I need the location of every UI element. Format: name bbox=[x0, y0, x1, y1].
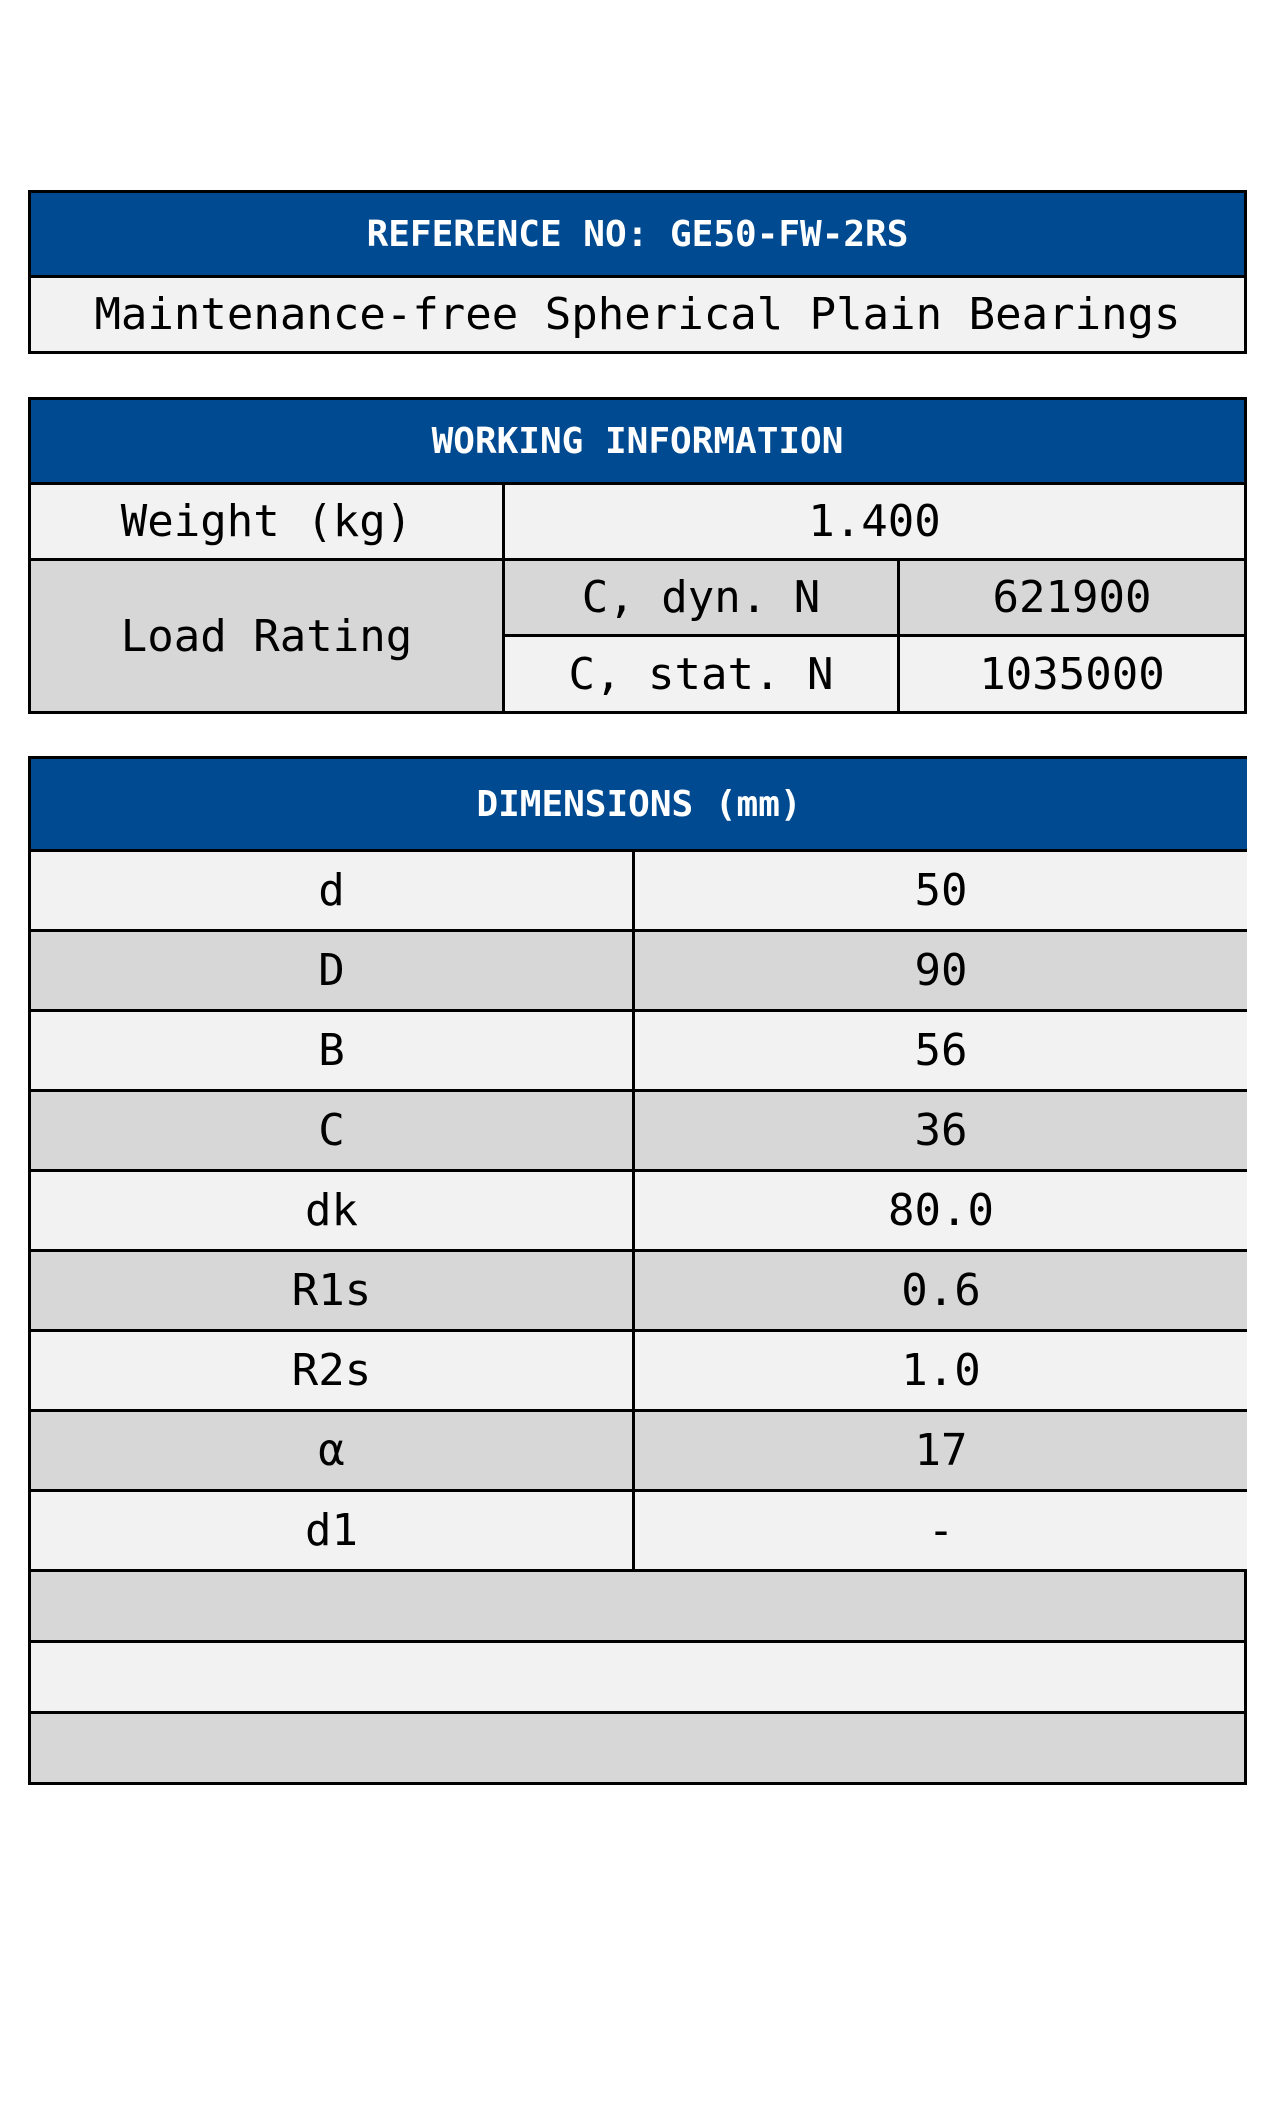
dimension-value: 36 bbox=[635, 1092, 1247, 1169]
load-rating-label: Load Rating bbox=[31, 561, 505, 711]
dimension-key: R2s bbox=[28, 1332, 635, 1409]
weight-value: 1.400 bbox=[505, 485, 1244, 561]
table-row bbox=[28, 1412, 1247, 1492]
table-row bbox=[28, 852, 1247, 932]
dimension-value: 80.0 bbox=[635, 1172, 1247, 1249]
product-description: Maintenance-free Spherical Plain Bearings bbox=[28, 278, 1247, 354]
working-information-title: WORKING INFORMATION bbox=[28, 397, 1247, 485]
dimension-value: 1.0 bbox=[635, 1332, 1247, 1409]
dimension-key: d bbox=[28, 852, 635, 929]
table-row bbox=[28, 1332, 1247, 1412]
dimension-value: 50 bbox=[635, 852, 1247, 929]
reference-title: REFERENCE NO: GE50-FW-2RS bbox=[28, 190, 1247, 278]
dimension-key: B bbox=[28, 1012, 635, 1089]
dimensions-title: DIMENSIONS (mm) bbox=[28, 756, 1247, 852]
dimension-key: α bbox=[28, 1412, 635, 1489]
weight-label: Weight (kg) bbox=[31, 485, 505, 561]
working-information-table bbox=[28, 485, 1247, 714]
table-row bbox=[28, 1492, 1247, 1572]
empty-row bbox=[28, 1572, 1247, 1643]
dynamic-load-value: 621900 bbox=[900, 561, 1244, 637]
empty-row bbox=[28, 1643, 1247, 1714]
reference-section bbox=[28, 190, 1247, 354]
dimension-value: 0.6 bbox=[635, 1252, 1247, 1329]
dimensions-table bbox=[28, 852, 1247, 1572]
table-row bbox=[28, 1172, 1247, 1252]
dimension-value: 56 bbox=[635, 1012, 1247, 1089]
dimension-key: d1 bbox=[28, 1492, 635, 1569]
dimension-value: - bbox=[635, 1492, 1247, 1569]
static-load-value: 1035000 bbox=[900, 637, 1244, 711]
dimension-value: 17 bbox=[635, 1412, 1247, 1489]
table-row bbox=[28, 932, 1247, 1012]
empty-row bbox=[28, 1714, 1247, 1785]
dimensions-section bbox=[28, 756, 1247, 1785]
empty-rows bbox=[28, 1572, 1247, 1785]
table-row bbox=[28, 1252, 1247, 1332]
table-row bbox=[28, 1092, 1247, 1172]
table-row bbox=[28, 1012, 1247, 1092]
working-information-section bbox=[28, 397, 1247, 714]
dimension-value: 90 bbox=[635, 932, 1247, 1009]
dimension-key: R1s bbox=[28, 1252, 635, 1329]
dimension-key: D bbox=[28, 932, 635, 1009]
dynamic-load-label: C, dyn. N bbox=[505, 561, 900, 637]
dimension-key: dk bbox=[28, 1172, 635, 1249]
dimension-key: C bbox=[28, 1092, 635, 1169]
static-load-label: C, stat. N bbox=[505, 637, 900, 711]
